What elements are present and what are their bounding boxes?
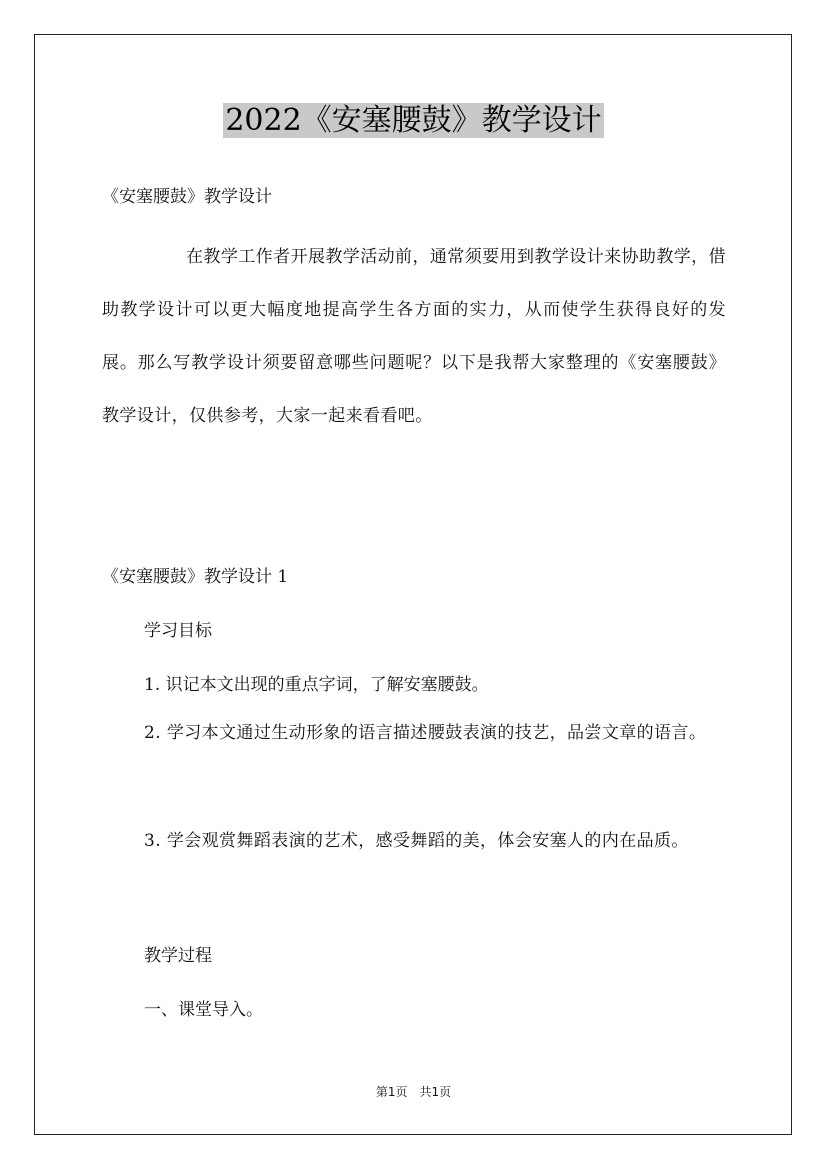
process-step-1: 一、课堂导入。: [144, 1000, 263, 1020]
objective-item-3: 3. 学会观赏舞蹈表演的艺术，感受舞蹈的美，体会安塞人的内在品质。: [144, 831, 689, 851]
objective-item-1: 1. 识记本文出现的重点字词，了解安塞腰鼓。: [144, 675, 489, 695]
page-footer: 第1页 共1页: [375, 1085, 452, 1099]
document-title-text: 2022《安塞腰鼓》教学设计: [225, 103, 602, 138]
subtitle: 《安塞腰鼓》教学设计: [102, 187, 272, 207]
process-heading: 教学过程: [144, 946, 212, 966]
objectives-heading: 学习目标: [144, 621, 212, 641]
intro-paragraph: 在教学工作者开展教学活动前，通常须要用到教学设计来协助教学，借助教学设计可以更大幅度地提高学生各方面的实力，从而使学生获得良好的发展。那么写教学设计须要留意哪些问题呢？以下是我帮大家整理的《安塞腰鼓》教学设计，仅供参考，大家一起来看看吧。: [102, 247, 726, 426]
document-title: [0, 100, 827, 142]
objective-item-2: 2. 学习本文通过生动形象的语言描述腰鼓表演的技艺，品尝文章的语言。: [144, 723, 707, 743]
section-heading-1: 《安塞腰鼓》教学设计 1: [102, 567, 289, 587]
